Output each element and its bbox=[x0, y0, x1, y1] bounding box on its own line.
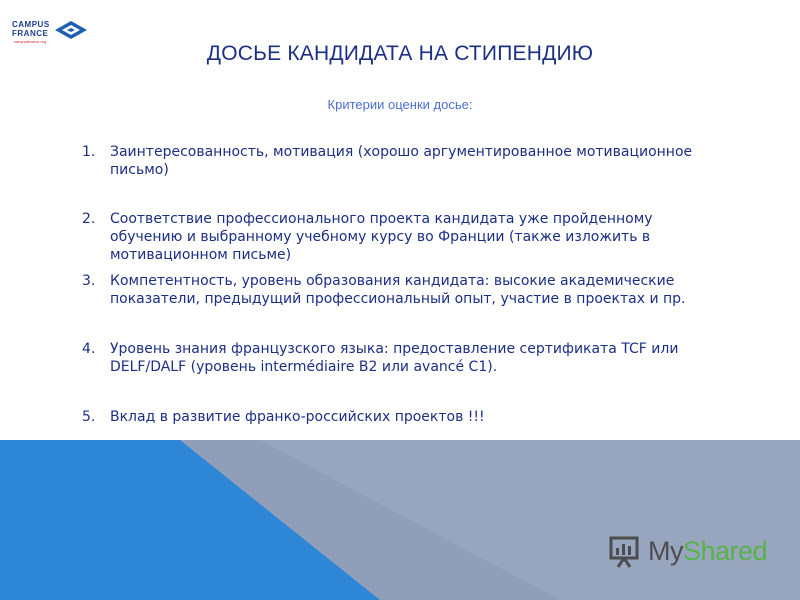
myshared-watermark bbox=[608, 533, 768, 573]
criteria-subtitle: Критерии оценки досье: bbox=[327, 97, 473, 112]
presentation-icon bbox=[608, 535, 642, 569]
criteria-number: 1. bbox=[82, 144, 96, 160]
criteria-number: 4. bbox=[82, 341, 96, 357]
criteria-text: Соответствие профессионального проекта кандидата уже пройденному обучению и выбранному учебному курсу во Франции (также изложить в мотивационном письме) bbox=[110, 211, 653, 263]
watermark-shared: Shared bbox=[683, 536, 768, 566]
watermark-text bbox=[648, 536, 767, 567]
watermark-my: My bbox=[648, 536, 683, 566]
logo-url: campusfrance.org bbox=[14, 39, 47, 44]
logo-diamond-icon bbox=[54, 20, 88, 40]
criteria-number: 2. bbox=[82, 211, 96, 227]
criteria-text: Вклад в развитие франко-российских проектов !!! bbox=[110, 409, 485, 425]
criteria-text: Заинтересованность, мотивация (хорошо аргументированное мотивационное письмо) bbox=[110, 144, 693, 178]
logo-line2: FRANCE bbox=[12, 29, 49, 38]
criteria-text: Уровень знания французского языка: предоставление сертификата TCF или DELF/DALF (уровень intermédiaire B2 или avancé C1). bbox=[110, 341, 679, 375]
criteria-text: Компетентность, уровень образования кандидата: высокие академические показатели, предыдущий профессиональный опыт, участие в проектах и пр. bbox=[110, 273, 686, 307]
page-title: ДОСЬЕ КАНДИДАТА НА СТИПЕНДИЮ bbox=[206, 42, 594, 65]
criteria-number: 5. bbox=[82, 409, 96, 425]
decorative-bottom-band bbox=[0, 440, 800, 600]
logo-line1: CAMPUS bbox=[12, 20, 50, 29]
criteria-number: 3. bbox=[82, 273, 96, 289]
